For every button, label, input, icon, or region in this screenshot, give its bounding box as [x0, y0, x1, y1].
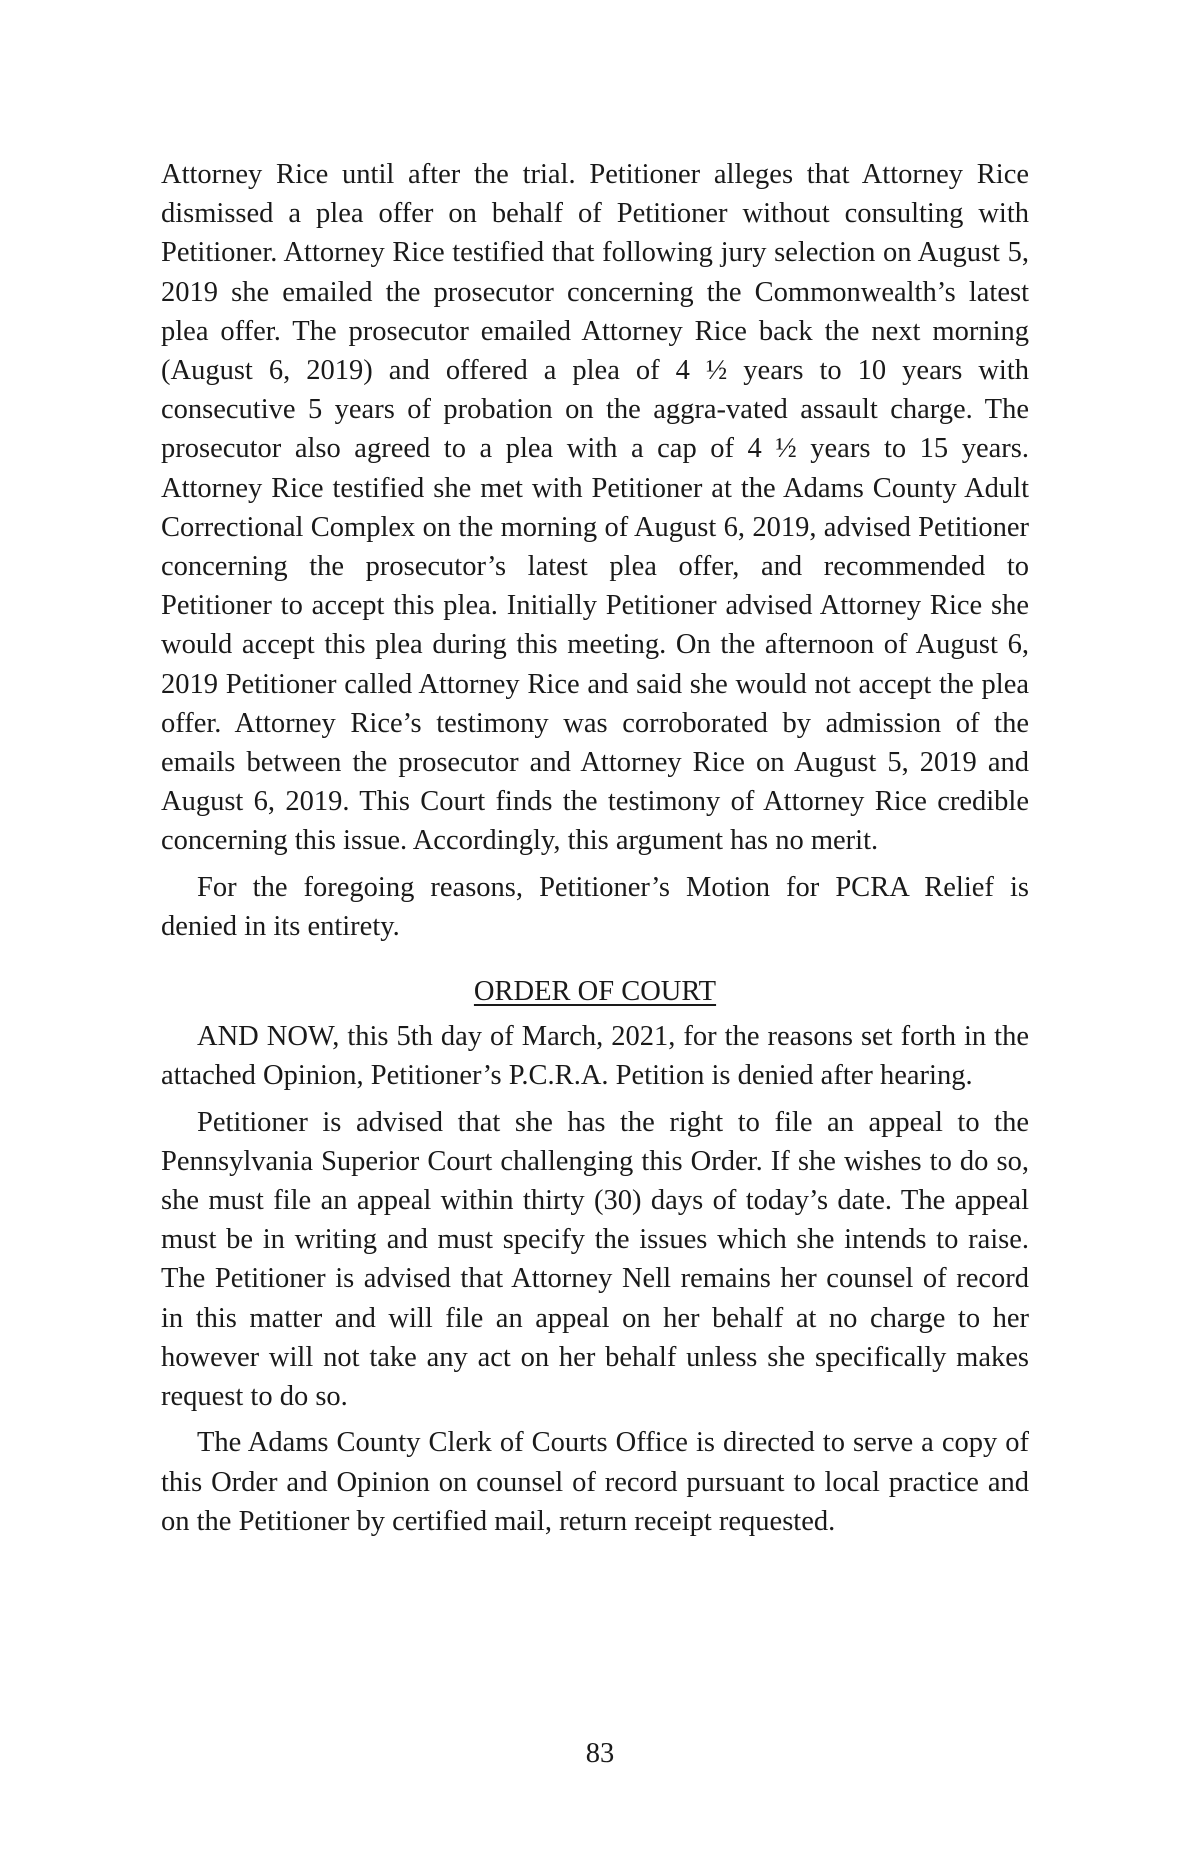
paragraph-attorney-rice-testimony: Attorney Rice until after the trial. Petitioner alleges that Attorney Rice dismissed a plea offer on behalf of Petitioner without consulting with Petitioner. Attorney Rice testified that following jury selection on August 5, 2019 she emailed the prosecutor concerning the Commonwealth’s latest plea offer. The prosecutor emailed Attorney Rice back the next morning (August 6, 2019) and offered a plea of 4 ½ years to 10 years with consecutive 5 years of probation on the aggra-vated assault charge. The prosecutor also agreed to a plea with a cap of 4 ½ years to 15 years. Attorney Rice testified she met with Petitioner at the Adams County Adult Correctional Complex on the morning of August 6, 2019, advised Petitioner concerning the prosecutor’s latest plea offer, and recommended to Petitioner to accept this plea. Initially Petitioner advised Attorney Rice she would accept this plea during this meeting. On the afternoon of August 6, 2019 Petitioner called Attorney Rice and said she would not accept the plea offer. Attorney Rice’s testimony was corroborated by admission of the emails between the prosecutor and Attorney Rice on August 5, 2019 and August 6, 2019. This Court finds the testimony of Attorney Rice credible concerning this issue. Accordingly, this argument has no merit.	[161, 159, 1029, 857]
paragraph-service-directive: The Adams County Clerk of Courts Office is directed to serve a copy of this Order and Opinion on counsel of record pursuant to local practice and on the Petitioner by certified mail, return receipt requested.	[161, 1427, 1029, 1537]
page-body	[161, 155, 1029, 1541]
paragraph-conclusion: For the foregoing reasons, Petitioner’s Motion for PCRA Relief is denied in its entirety.	[161, 871, 1029, 942]
page-number: 83	[585, 1738, 615, 1769]
paragraph-order-denial: AND NOW, this 5th day of March, 2021, for the reasons set forth in the attached Opinion, Petitioner’s P.C.R.A. Petition is denied after hearing.	[161, 1021, 1029, 1092]
paragraph-appeal-rights: Petitioner is advised that she has the right to file an appeal to the Pennsylvania Superior Court challenging this Order. If she wishes to do so, she must file an appeal within thirty (30) days of today’s date. The appeal must be in writing and must specify the issues which she intends to raise. The Petitioner is advised that Attorney Nell remains her counsel of record in this matter and will file an appeal on her behalf at no charge to her however will not take any act on her behalf unless she specifically makes request to do so.	[161, 1106, 1029, 1413]
order-heading: ORDER OF COURT	[473, 976, 717, 1008]
